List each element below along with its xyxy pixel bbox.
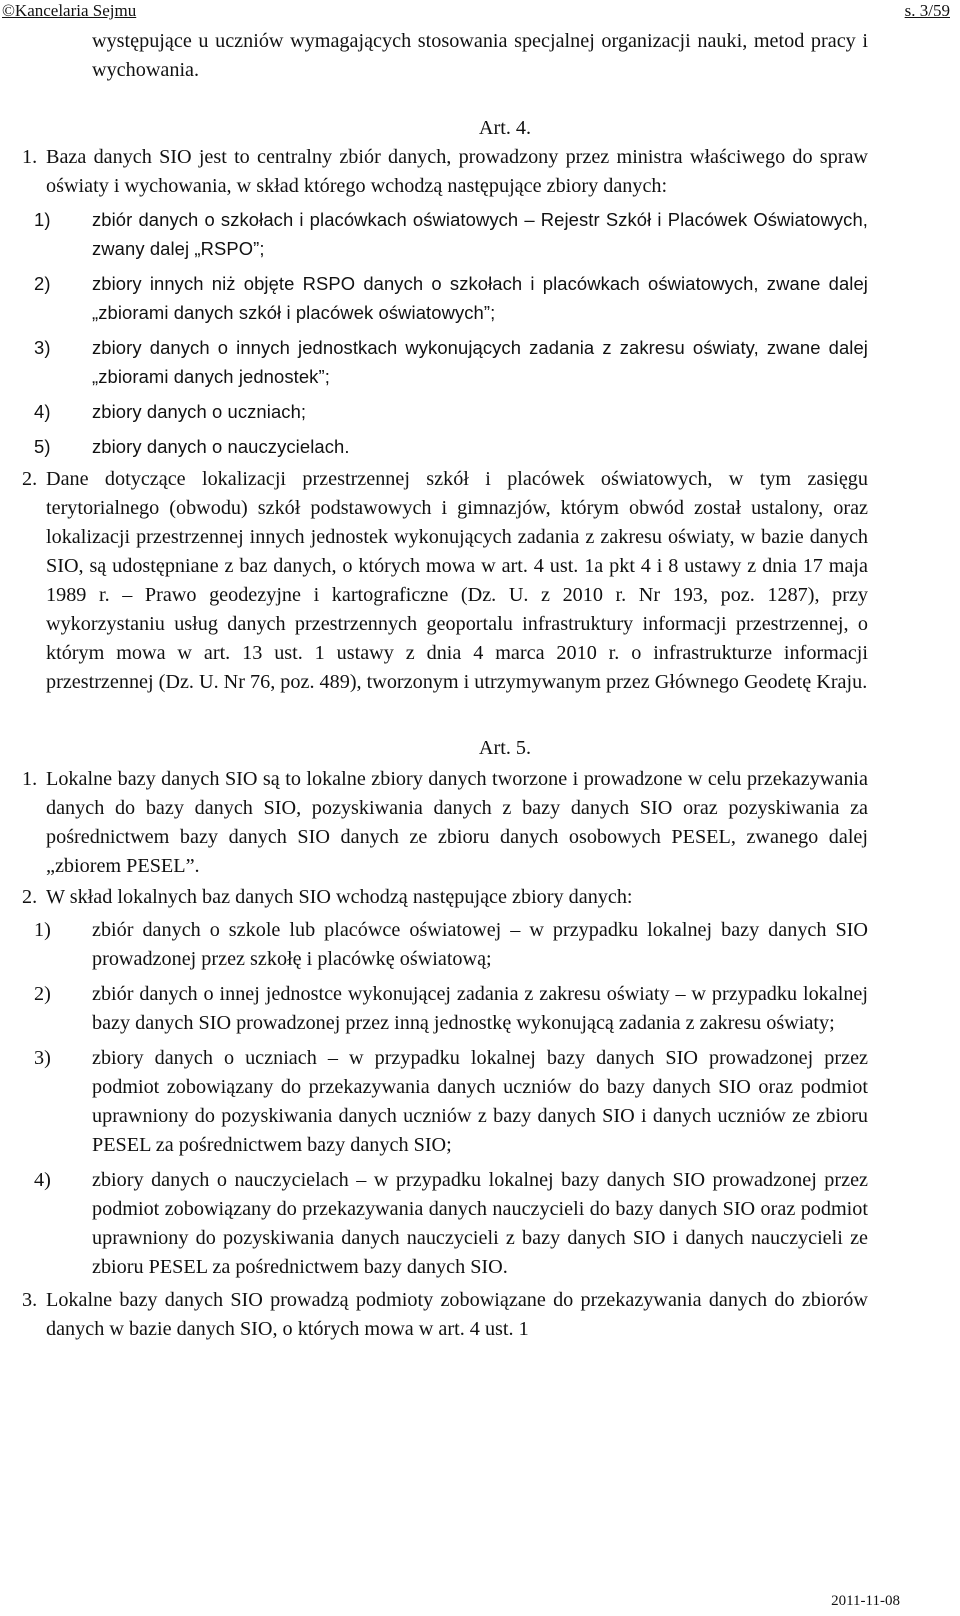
list-item bbox=[34, 916, 868, 974]
art5-item-list bbox=[0, 916, 960, 1282]
item-text: zbiór danych o szkołach i placówkach oświatowych – Rejestr Szkół i Placówek Oświatowych, zwany dalej „RSPO”; bbox=[92, 209, 868, 259]
item-number: 1) bbox=[34, 209, 51, 230]
item-text: zbiory danych o nauczycielach – w przypadku lokalnej bazy danych SIO prowadzonej przez podmiot zobowiązany do przekazywania danych nauczycieli do bazy danych SIO oraz podmiot uprawniony do pozyskiwania danych nauczycieli z bazy danych SIO i danych nauczycieli ze zbioru PESEL za pośrednictwem bazy danych SIO. bbox=[92, 1169, 868, 1278]
paragraph-text: Dane dotyczące lokalizacji przestrzennej szkół i placówek oświatowych, w tym zasięgu terytorialnego (obwodu) szkół podstawowych i gimnazjów, którym obwód został ustalony, oraz lokalizacji przestrzennej innych jednostek wykonujących zadania z zakresu oświaty, w bazie danych SIO, są udostępniane z baz danych, o których mowa w art. 4 ust. 1a pkt 4 i 8 ustawy z dnia 17 maja 1989 r. – Prawo geodezyjne i kartograficzne (Dz. U. z 2010 r. Nr 193, poz. 1287), przy wykorzystaniu usług danych przestrzennych geoportalu infrastruktury informacji przestrzennej, o którym mowa w art. 13 ust. 1 ustawy z dnia 4 marca 2010 r. o infrastrukturze informacji przestrzennej (Dz. U. Nr 76, poz. 489), tworzonym i utrzymywanym przez Głównego Geodetę Kraju. bbox=[46, 468, 868, 693]
list-item bbox=[34, 980, 868, 1038]
copyright-header: ©Kancelaria Sejmu bbox=[2, 1, 137, 20]
item-number: 4) bbox=[34, 401, 51, 422]
list-item bbox=[34, 432, 868, 461]
list-item bbox=[34, 333, 868, 391]
art4-heading: Art. 4. bbox=[478, 117, 532, 139]
paragraph-number: 3. bbox=[22, 1289, 38, 1311]
item-text: zbiory danych o nauczycielach. bbox=[92, 436, 350, 457]
paragraph-number: 2. bbox=[22, 468, 38, 490]
item-number: 4) bbox=[34, 1169, 51, 1191]
paragraph-text: Baza danych SIO jest to centralny zbiór danych, prowadzony przez ministra właściwego do spraw oświaty i wychowania, w skład którego wchodzą następujące zbiory danych: bbox=[46, 146, 868, 197]
art5-heading: Art. 5. bbox=[478, 737, 532, 759]
item-text: zbiory danych o uczniach – w przypadku lokalnej bazy danych SIO prowadzonej przez podmiot zobowiązany do przekazywania danych uczniów do bazy danych SIO oraz podmiot uprawniony do pozyskiwania danych uczniów z bazy danych SIO i danych uczniów ze zbioru PESEL za pośrednictwem bazy danych SIO; bbox=[92, 1047, 868, 1156]
art4-paragraph-2 bbox=[0, 465, 960, 697]
item-number: 1) bbox=[34, 919, 51, 941]
document-body bbox=[0, 27, 960, 1344]
list-item bbox=[34, 269, 868, 327]
document-date: 2011-11-08 bbox=[831, 1593, 900, 1609]
list-item bbox=[34, 205, 868, 263]
art5-paragraph-2 bbox=[0, 883, 960, 912]
item-number: 3) bbox=[34, 1047, 51, 1069]
art4-item-list bbox=[0, 205, 960, 461]
list-item bbox=[34, 1044, 868, 1160]
item-text: zbiory danych o innych jednostkach wykonujących zadania z zakresu oświaty, zwane dalej „zbiorami danych jednostek”; bbox=[92, 337, 868, 387]
paragraph-text: W skład lokalnych baz danych SIO wchodzą następujące zbiory danych: bbox=[46, 886, 633, 908]
paragraph-number: 1. bbox=[22, 146, 38, 168]
page-number: s. 3/59 bbox=[904, 1, 950, 20]
item-text: zbiór danych o innej jednostce wykonującej zadania z zakresu oświaty – w przypadku lokalnej bazy danych SIO prowadzonej przez inną jednostkę wykonującą zadania z zakresu oświaty; bbox=[92, 983, 868, 1034]
item-text: zbiory innych niż objęte RSPO danych o szkołach i placówkach oświatowych, zwane dalej „zbiorami danych szkół i placówek oświatowych”; bbox=[92, 273, 868, 323]
list-item bbox=[34, 1166, 868, 1282]
item-text: zbiory danych o uczniach; bbox=[92, 401, 307, 422]
paragraph-text: Lokalne bazy danych SIO prowadzą podmioty zobowiązane do przekazywania danych do zbiorów danych w bazie danych SIO, o których mowa w art. 4 ust. 1 bbox=[46, 1289, 868, 1340]
intro-continuation: występujące u uczniów wymagających stosowania specjalnej organizacji nauki, metod pracy i wychowania. bbox=[92, 30, 868, 81]
list-item bbox=[34, 397, 868, 426]
paragraph-number: 2. bbox=[22, 886, 38, 908]
paragraph-text: Lokalne bazy danych SIO są to lokalne zbiory danych tworzone i prowadzone w celu przekazywania danych do bazy danych SIO, pozyskiwania danych z bazy danych SIO oraz pozyskiwania za pośrednictwem bazy danych SIO danych ze zbioru danych osobowych PESEL, zwanego dalej „zbiorem PESEL”. bbox=[46, 768, 868, 877]
art5-paragraph-1 bbox=[0, 765, 960, 881]
item-number: 2) bbox=[34, 983, 51, 1005]
art5-paragraph-3 bbox=[0, 1286, 960, 1344]
paragraph-number: 1. bbox=[22, 768, 38, 790]
item-number: 5) bbox=[34, 436, 51, 457]
item-number: 2) bbox=[34, 273, 51, 294]
item-number: 3) bbox=[34, 337, 51, 358]
item-text: zbiór danych o szkole lub placówce oświatowej – w przypadku lokalnej bazy danych SIO prowadzonej przez szkołę i placówkę oświatową; bbox=[92, 919, 868, 970]
art4-paragraph-1 bbox=[0, 143, 960, 201]
